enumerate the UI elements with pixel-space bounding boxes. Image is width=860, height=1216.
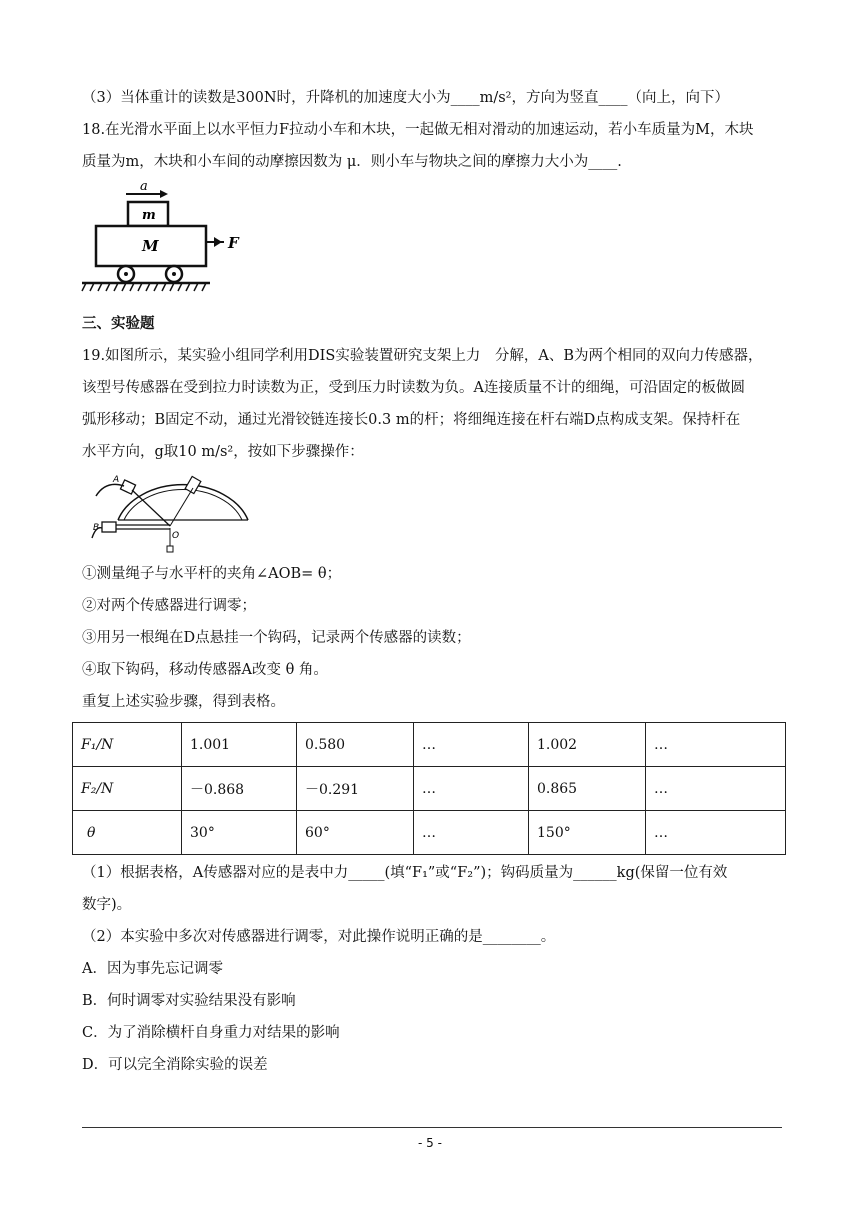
- cart-mass-label: M: [142, 237, 159, 255]
- table-cell: F₁/N: [73, 723, 182, 767]
- table-cell: 0.865: [529, 767, 646, 811]
- q19-part1-line2: 数字)。: [82, 897, 132, 913]
- point-o-label: O: [172, 531, 180, 541]
- q19-part1-line1: （1）根据表格，A传感器对应的是表中力_____(填“F₁”或“F₂”)；钩码质量为______kg(保留一位有效: [82, 865, 728, 881]
- table-cell: 1.001: [182, 723, 297, 767]
- table-cell: F₂/N: [73, 767, 182, 811]
- table-cell: 0.580: [297, 723, 414, 767]
- sensor-bracket-figure: [88, 470, 258, 558]
- repeat-text: 重复上述实验步骤，得到表格。: [82, 694, 285, 710]
- step-2: ②对两个传感器进行调零；: [82, 598, 256, 614]
- table-cell: …: [414, 811, 529, 855]
- q19-line2: 该型号传感器在受到拉力时读数为正，受到压力时读数为负。A连接质量不计的细绳，可沿固定的板做圆: [82, 380, 745, 396]
- accel-label: a: [140, 179, 148, 194]
- block-mass-label: m: [142, 208, 156, 223]
- table-cell: －0.291: [297, 767, 414, 811]
- table-row: [73, 723, 786, 767]
- table-cell: 60°: [297, 811, 414, 855]
- table-cell: …: [646, 723, 786, 767]
- q19-line3: 弧形移动；B固定不动，通过光滑铰链连接长0.3 m的杆；将细绳连接在杆右端D点构成支架。保持杆在: [82, 412, 741, 428]
- q19-part2: （2）本实验中多次对传感器进行调零，对此操作说明正确的是________。: [82, 929, 556, 945]
- section-title: 三、实验题: [82, 316, 155, 332]
- page-number: - 5 -: [418, 1136, 442, 1150]
- table-cell: …: [414, 723, 529, 767]
- step-3: ③用另一根绳在D点悬挂一个钩码，记录两个传感器的读数；: [82, 630, 471, 646]
- option-c: C．为了消除横杆自身重力对结果的影响: [82, 1025, 340, 1041]
- step-1: ①测量绳子与水平杆的夹角∠AOB= θ；: [82, 566, 342, 582]
- cart-block-figure: [82, 179, 239, 302]
- table-cell: …: [414, 767, 529, 811]
- q18-line1: 18.在光滑水平面上以水平恒力F拉动小车和木块，一起做无相对滑动的加速运动，若小车质量为M，木块: [82, 122, 754, 138]
- sensor-a-label: A: [113, 475, 120, 485]
- footer-rule: [82, 1127, 782, 1128]
- table-cell: 30°: [182, 811, 297, 855]
- q18-line2: 质量为m，木块和小车间的动摩擦因数为 μ．则小车与物块之间的摩擦力大小为____.: [82, 154, 622, 170]
- table-cell: 1.002: [529, 723, 646, 767]
- option-d: D．可以完全消除实验的误差: [82, 1057, 268, 1073]
- q17-part3: （3）当体重计的读数是300N时，升降机的加速度大小为____m/s²，方向为竖直____（向上，向下）: [82, 90, 729, 106]
- table-row: [73, 811, 786, 855]
- table-cell: 150°: [529, 811, 646, 855]
- page-content: [82, 82, 782, 1081]
- option-b: B．何时调零对实验结果没有影响: [82, 993, 296, 1009]
- data-table: [72, 722, 786, 855]
- step-4: ④取下钩码，移动传感器A改变 θ 角。: [82, 662, 328, 678]
- force-label: F: [228, 234, 239, 252]
- table-cell: …: [646, 811, 786, 855]
- table-cell: －0.868: [182, 767, 297, 811]
- table-cell: θ: [73, 811, 182, 855]
- option-a: A．因为事先忘记调零: [82, 961, 223, 977]
- table-row: [73, 767, 786, 811]
- q19-line4: 水平方向，g取10 m/s²，按如下步骤操作：: [82, 444, 364, 460]
- q19-line1: 19.如图所示，某实验小组同学利用DIS实验装置研究支架上力 分解，A、B为两个相同的双向力传感器，: [82, 348, 763, 364]
- table-cell: …: [646, 767, 786, 811]
- sensor-b-label: B: [93, 523, 100, 533]
